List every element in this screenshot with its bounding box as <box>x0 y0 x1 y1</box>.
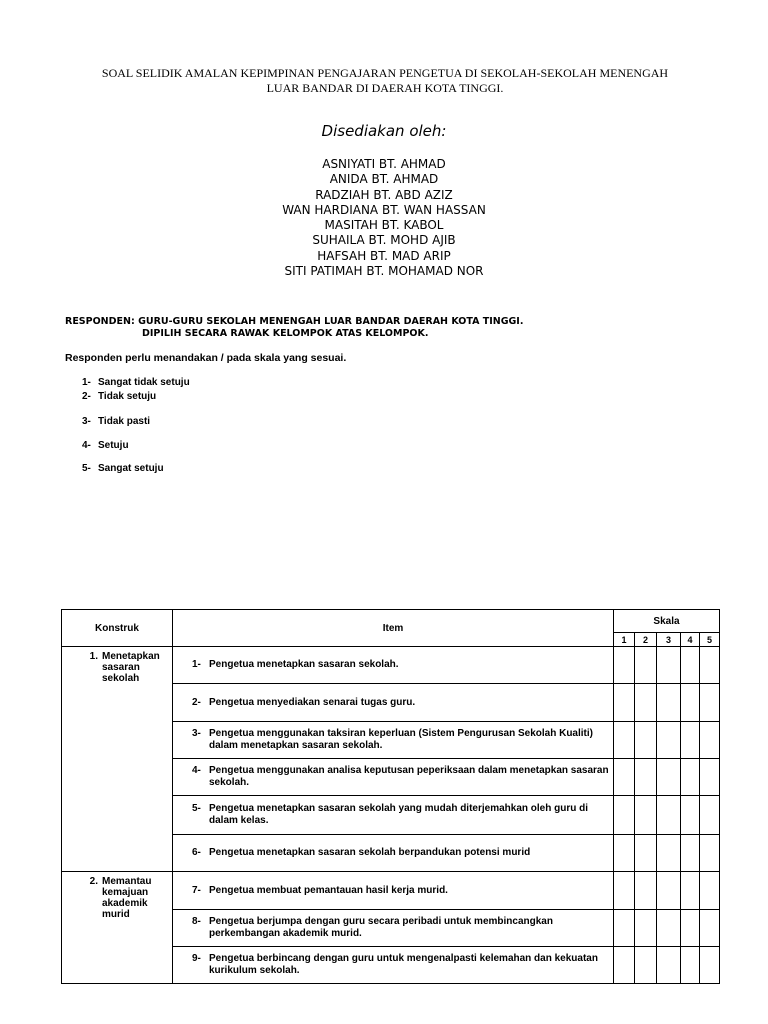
scale-checkbox[interactable] <box>657 872 681 910</box>
scale-checkbox[interactable] <box>635 684 657 722</box>
scale-checkbox[interactable] <box>657 759 681 796</box>
scale-checkbox[interactable] <box>635 722 657 759</box>
scale-checkbox[interactable] <box>635 835 657 872</box>
scale-checkbox[interactable] <box>681 647 700 684</box>
scale-checkbox[interactable] <box>681 835 700 872</box>
scale-col-header: 2 <box>635 633 657 647</box>
header-skala: Skala <box>614 610 720 633</box>
scale-checkbox[interactable] <box>681 722 700 759</box>
scale-checkbox[interactable] <box>614 796 635 835</box>
title-line-2: LUAR BANDAR DI DAERAH KOTA TINGGI. <box>266 81 504 95</box>
questionnaire-table-wrap <box>61 609 720 984</box>
scale-checkbox[interactable] <box>614 835 635 872</box>
author-name: WAN HARDIANA BT. WAN HASSAN <box>282 202 486 217</box>
author-name: SUHAILA BT. MOHD AJIB <box>312 233 456 248</box>
scale-checkbox[interactable] <box>614 722 635 759</box>
instruction-text: Responden perlu menandakan / pada skala yang sesuai. <box>65 352 347 364</box>
item-cell: 9- Pengetua berbincang dengan guru untuk mengenalpasti kelemahan dan kekuatan kurikulum sekolah. <box>173 947 614 984</box>
scale-checkbox[interactable] <box>700 947 720 984</box>
author-name: ASNIYATI BT. AHMAD <box>322 157 446 171</box>
table-row <box>62 872 720 910</box>
scale-checkbox[interactable] <box>681 872 700 910</box>
scale-legend-item: 1- Sangat tidak setuju <box>82 377 190 388</box>
scale-checkbox[interactable] <box>700 722 720 759</box>
respondent-line-1: RESPONDEN: GURU-GURU SEKOLAH MENENGAH LUAR BANDAR DAERAH KOTA TINGGI. <box>65 316 524 327</box>
scale-checkbox[interactable] <box>657 796 681 835</box>
author-name: MASITAH BT. KABOL <box>324 218 444 233</box>
scale-checkbox[interactable] <box>635 796 657 835</box>
title-line-1: SOAL SELIDIK AMALAN KEPIMPINAN PENGAJARAN PENGETUA DI SEKOLAH-SEKOLAH MENENGAH <box>101 66 669 80</box>
scale-checkbox[interactable] <box>614 759 635 796</box>
scale-checkbox[interactable] <box>657 910 681 947</box>
scale-checkbox[interactable] <box>657 647 681 684</box>
scale-col-header: 5 <box>700 633 720 647</box>
item-cell: 6- Pengetua menetapkan sasaran sekolah berpandukan potensi murid <box>173 835 614 872</box>
item-cell: 7- Pengetua membuat pemantauan hasil kerja murid. <box>173 872 614 910</box>
author-name: RADZIAH BT. ABD AZIZ <box>315 187 453 202</box>
item-cell: 2- Pengetua menyediakan senarai tugas guru. <box>173 684 614 722</box>
scale-checkbox[interactable] <box>635 947 657 984</box>
item-cell: 3- Pengetua menggunakan taksiran keperluan (Sistem Pengurusan Sekolah Kualiti) dalam menetapkan sasaran sekolah. <box>173 722 614 759</box>
scale-col-header: 4 <box>681 633 700 647</box>
item-cell: 1- Pengetua menetapkan sasaran sekolah. <box>173 647 614 684</box>
scale-checkbox[interactable] <box>657 835 681 872</box>
scale-checkbox[interactable] <box>635 759 657 796</box>
konstruk-name: Memantau kemajuan akademik murid <box>102 876 152 920</box>
scale-checkbox[interactable] <box>614 647 635 684</box>
scale-legend-item: 3- Tidak pasti <box>82 416 151 427</box>
author-list <box>0 157 768 279</box>
scale-checkbox[interactable] <box>681 759 700 796</box>
scale-checkbox[interactable] <box>700 835 720 872</box>
scale-checkbox[interactable] <box>700 759 720 796</box>
author-name: SITI PATIMAH BT. MOHAMAD NOR <box>284 264 484 279</box>
scale-checkbox[interactable] <box>700 647 720 684</box>
header-konstruk: Konstruk <box>62 610 173 647</box>
scale-checkbox[interactable] <box>635 872 657 910</box>
scale-checkbox[interactable] <box>635 647 657 684</box>
konstruk-cell: 2. Memantau kemajuan akademik murid <box>62 872 173 984</box>
konstruk-name: Menetapkan sasaran sekolah <box>102 651 160 684</box>
scale-checkbox[interactable] <box>614 947 635 984</box>
document-title <box>40 66 730 96</box>
scale-checkbox[interactable] <box>657 684 681 722</box>
scale-legend-item: 4- Setuju <box>82 440 129 451</box>
scale-checkbox[interactable] <box>681 910 700 947</box>
item-cell: 5- Pengetua menetapkan sasaran sekolah yang mudah diterjemahkan oleh guru di dalam kelas. <box>173 796 614 835</box>
header-item: Item <box>173 610 614 647</box>
questionnaire-table <box>61 609 720 984</box>
scale-checkbox[interactable] <box>635 910 657 947</box>
scale-checkbox[interactable] <box>614 684 635 722</box>
scale-checkbox[interactable] <box>700 684 720 722</box>
scale-checkbox[interactable] <box>657 947 681 984</box>
scale-checkbox[interactable] <box>657 722 681 759</box>
scale-col-header: 3 <box>657 633 681 647</box>
table-row <box>62 647 720 684</box>
scale-checkbox[interactable] <box>700 796 720 835</box>
item-cell: 4- Pengetua menggunakan analisa keputusan peperiksaan dalam menetapkan sasaran sekolah. <box>173 759 614 796</box>
author-name: ANIDA BT. AHMAD <box>329 172 439 187</box>
scale-checkbox[interactable] <box>681 796 700 835</box>
scale-checkbox[interactable] <box>700 910 720 947</box>
respondent-line-2: DIPILIH SECARA RAWAK KELOMPOK ATAS KELOMPOK. <box>142 328 429 339</box>
item-cell: 8- Pengetua berjumpa dengan guru secara peribadi untuk membincangkan perkembangan akademik murid. <box>173 910 614 947</box>
prepared-by-label: Disediakan oleh: <box>321 122 447 140</box>
scale-checkbox[interactable] <box>700 872 720 910</box>
scale-checkbox[interactable] <box>614 872 635 910</box>
konstruk-cell: 1. Menetapkan sasaran sekolah <box>62 647 173 872</box>
respondent-info <box>65 316 523 340</box>
scale-col-header: 1 <box>614 633 635 647</box>
author-name: HAFSAH BT. MAD ARIP <box>317 248 451 263</box>
scale-legend-item: 2- Tidak setuju <box>82 391 157 402</box>
scale-checkbox[interactable] <box>681 684 700 722</box>
scale-checkbox[interactable] <box>614 910 635 947</box>
scale-checkbox[interactable] <box>681 947 700 984</box>
scale-legend-item: 5- Sangat setuju <box>82 463 164 474</box>
